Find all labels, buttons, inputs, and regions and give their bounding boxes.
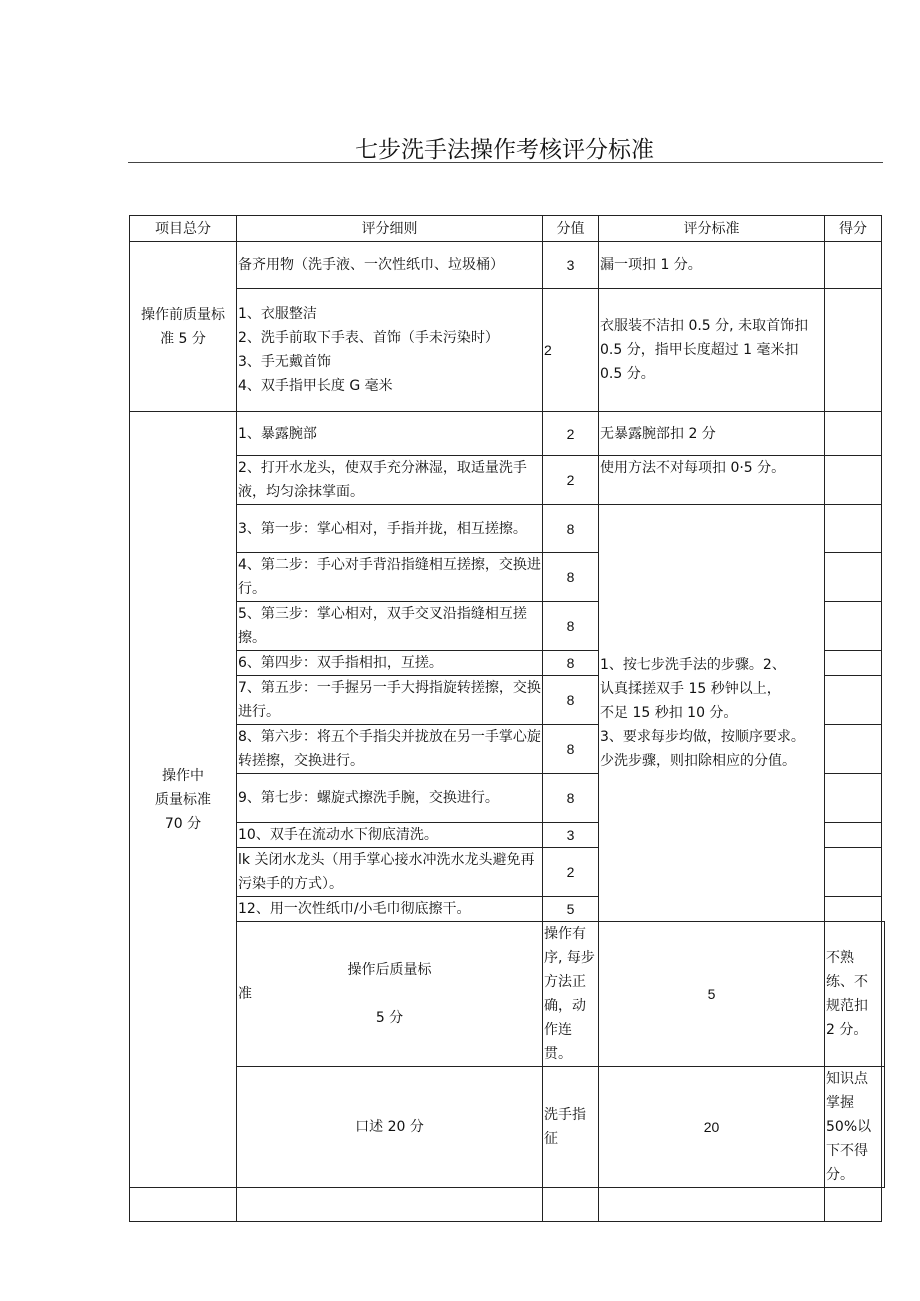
points-r11: 2 <box>543 848 599 897</box>
header-points: 分值 <box>543 216 599 242</box>
table-row <box>130 242 885 289</box>
empty-cell <box>130 1188 237 1222</box>
table-row <box>130 505 885 553</box>
score-cell[interactable] <box>825 456 882 505</box>
item-r3: 3、第一步：掌心相对，手指并拢，相互搓擦。 <box>237 505 543 553</box>
item-post: 操作有序, 每步方法正确，动作连贯。 <box>543 922 599 1067</box>
points-r8: 8 <box>543 725 599 774</box>
empty-cell <box>599 1188 825 1222</box>
item-r7: 7、第五步：一手握另一手大拇指旋转搓擦，交换进行。 <box>237 676 543 725</box>
score-cell[interactable] <box>825 505 882 553</box>
table-row <box>130 1067 885 1188</box>
table-row <box>130 456 885 505</box>
points-r5: 8 <box>543 602 599 651</box>
item-r5: 5、第三步：掌心相对，双手交叉沿指缝相互搓擦。 <box>237 602 543 651</box>
score-cell[interactable] <box>825 412 882 456</box>
score-cell[interactable] <box>825 651 882 676</box>
score-cell[interactable] <box>825 725 882 774</box>
prep-list-line-4: 4、双手指甲长度 G 毫米 <box>238 378 393 394</box>
steps-criteria-line-3: 不足 15 秒扣 10 分。 <box>600 705 738 721</box>
points-r2: 2 <box>543 456 599 505</box>
item-r1: 1、暴露腕部 <box>237 412 543 456</box>
steps-criteria-line-2: 认真揉搓双手 15 秒钟以上， <box>600 681 781 697</box>
header-category: 项目总分 <box>130 216 237 242</box>
section-pre-line1: 操作前质量标 <box>141 306 225 323</box>
score-cell[interactable] <box>882 1067 885 1188</box>
criteria-post: 不熟练、不规范扣 2 分。 <box>825 922 882 1067</box>
points-r10: 3 <box>543 823 599 848</box>
score-cell[interactable] <box>825 823 882 848</box>
item-r10: 10、双手在流动水下彻底清洗。 <box>237 823 543 848</box>
points-r9: 8 <box>543 774 599 823</box>
header-criteria: 评分标准 <box>599 216 825 242</box>
points-oral: 20 <box>599 1067 825 1188</box>
item-r8: 8、第六步：将五个手指尖并拢放在另一手掌心旋转搓擦，交换进行。 <box>237 725 543 774</box>
section-post <box>237 922 543 1067</box>
criteria-oral: 知识点掌握 50%以下不得分。 <box>825 1067 882 1188</box>
section-pre <box>130 242 237 412</box>
section-post-line2: 准 <box>238 986 252 1002</box>
score-cell[interactable] <box>825 897 882 922</box>
item-r4: 4、第二步：手心对手背沿指缝相互搓擦，交换进行。 <box>237 553 543 602</box>
score-cell[interactable] <box>825 848 882 897</box>
criteria-prep-supplies: 漏一项扣 1 分。 <box>599 242 825 289</box>
criteria-r1: 无暴露腕部扣 2 分 <box>599 412 825 456</box>
section-mid <box>130 412 237 1188</box>
points-r3: 8 <box>543 505 599 553</box>
prep-list-line-1: 1、衣服整洁 <box>238 306 317 322</box>
points-r12: 5 <box>543 897 599 922</box>
points-r1: 2 <box>543 412 599 456</box>
table-header-row <box>130 216 885 242</box>
section-pre-line2: 准 5 分 <box>160 330 206 347</box>
score-cell[interactable] <box>825 774 882 823</box>
score-cell[interactable] <box>825 553 882 602</box>
steps-criteria-line-1: 1、按七步洗手法的步骤。2、 <box>600 657 786 673</box>
prep-list-line-3: 3、手无戴首饰 <box>238 354 331 370</box>
points-r7: 8 <box>543 676 599 725</box>
item-r6: 6、第四步：双手指相扣，互搓。 <box>237 651 543 676</box>
table-row <box>130 289 885 412</box>
points-prep-list: 2 <box>543 289 599 412</box>
score-cell[interactable] <box>825 1188 882 1222</box>
title-underline <box>128 162 883 163</box>
score-cell[interactable] <box>825 602 882 651</box>
header-details: 评分细则 <box>237 216 543 242</box>
item-prep-supplies: 备齐用物（洗手液、一次性纸巾、垃圾桶） <box>237 242 543 289</box>
points-r6: 8 <box>543 651 599 676</box>
steps-criteria-line-4: 3、要求每步均做，按顺序要求。 <box>600 729 805 745</box>
criteria-prep-list: 衣服装不洁扣 0.5 分, 未取首饰扣 0.5 分，指甲长度超过 1 毫米扣 0.5 分。 <box>599 289 825 412</box>
item-oral: 洗手指征 <box>543 1067 599 1188</box>
scoring-table <box>129 215 885 1222</box>
table-row <box>130 922 885 1067</box>
steps-criteria-line-5: 少洗步骤，则扣除相应的分值。 <box>600 753 796 769</box>
points-prep-supplies: 3 <box>543 242 599 289</box>
table-row <box>130 412 885 456</box>
criteria-r2: 使用方法不对每项扣 0·5 分。 <box>599 456 825 505</box>
item-r11: lk 关闭水龙头（用手掌心接水冲洗水龙头避免再污染手的方式）。 <box>237 848 543 897</box>
section-post-line3: 5 分 <box>375 1010 404 1026</box>
section-mid-line1: 操作中 <box>162 767 204 784</box>
criteria-steps <box>599 505 825 922</box>
header-score: 得分 <box>825 216 882 242</box>
score-cell[interactable] <box>882 922 885 1067</box>
points-post: 5 <box>599 922 825 1067</box>
item-r2: 2、打开水龙头，使双手充分淋湿，取适量洗手液，均匀涂抹掌面。 <box>237 456 543 505</box>
section-post-line1: 操作后质量标 <box>347 962 432 978</box>
page-title: 七步洗手法操作考核评分标准 <box>355 137 654 163</box>
item-r9: 9、第七步：螺旋式擦洗手腕，交换进行。 <box>237 774 543 823</box>
table-row-empty <box>130 1188 885 1222</box>
item-prep-list <box>237 289 543 412</box>
score-cell[interactable] <box>825 676 882 725</box>
item-r12: 12、用一次性纸巾/小毛巾彻底擦干。 <box>237 897 543 922</box>
score-cell[interactable] <box>825 242 882 289</box>
section-mid-line3: 70 分 <box>164 815 202 832</box>
points-r4: 8 <box>543 553 599 602</box>
empty-cell <box>237 1188 543 1222</box>
prep-list-line-2: 2、洗手前取下手表、首饰（手未污染时） <box>238 330 499 346</box>
section-oral: 口述 20 分 <box>237 1067 543 1188</box>
empty-cell <box>543 1188 599 1222</box>
section-mid-line2: 质量标准 <box>155 791 211 808</box>
score-cell[interactable] <box>825 289 882 412</box>
